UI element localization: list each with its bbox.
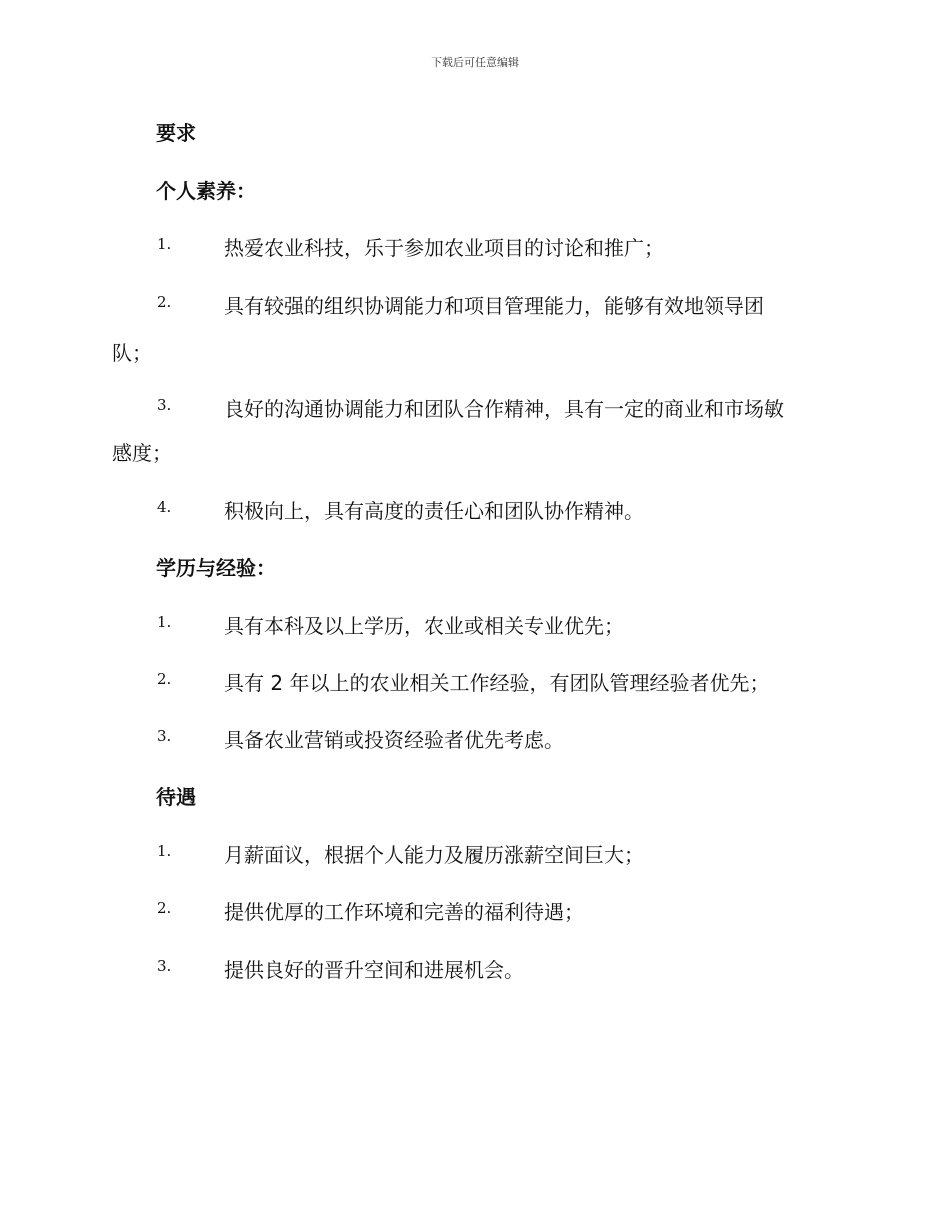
list-number: 2. xyxy=(157,670,172,688)
list-text-continuation: 队； xyxy=(112,341,152,365)
section-heading-personal: 个人素养： xyxy=(156,179,256,203)
list-text: 积极向上，具有高度的责任心和团队协作精神。 xyxy=(224,499,644,523)
list-text: 月薪面议，根据个人能力及履历涨薪空间巨大； xyxy=(224,843,644,867)
list-number: 3. xyxy=(157,727,172,745)
list-text-continuation: 感度； xyxy=(112,441,172,465)
list-text: 提供优厚的工作环境和完善的福利待遇； xyxy=(224,900,584,924)
section-heading-benefits: 待遇 xyxy=(156,785,196,809)
list-number: 2. xyxy=(157,293,172,311)
section-heading-requirements: 要求 xyxy=(156,121,196,145)
list-number: 1. xyxy=(157,235,172,253)
list-text: 具有较强的组织协调能力和项目管理能力，能够有效地领导团 xyxy=(224,294,764,318)
section-heading-education: 学历与经验： xyxy=(156,556,276,580)
list-number: 3. xyxy=(157,957,172,975)
list-text: 良好的沟通协调能力和团队合作精神，具有一定的商业和市场敏 xyxy=(224,397,784,421)
list-text: 具有 2 年以上的农业相关工作经验，有团队管理经验者优先； xyxy=(224,671,770,695)
list-text: 具有本科及以上学历，农业或相关专业优先； xyxy=(224,614,624,638)
list-text: 具备农业营销或投资经验者优先考虑。 xyxy=(224,728,564,752)
list-text: 热爱农业科技，乐于参加农业项目的讨论和推广； xyxy=(224,236,664,260)
list-number: 4. xyxy=(157,498,172,516)
list-number: 3. xyxy=(157,396,172,414)
page-header: 下载后可任意编辑 xyxy=(431,56,519,69)
list-text: 提供良好的晋升空间和进展机会。 xyxy=(224,958,524,982)
list-number: 1. xyxy=(157,613,172,631)
list-number: 1. xyxy=(157,842,172,860)
list-number: 2. xyxy=(157,899,172,917)
